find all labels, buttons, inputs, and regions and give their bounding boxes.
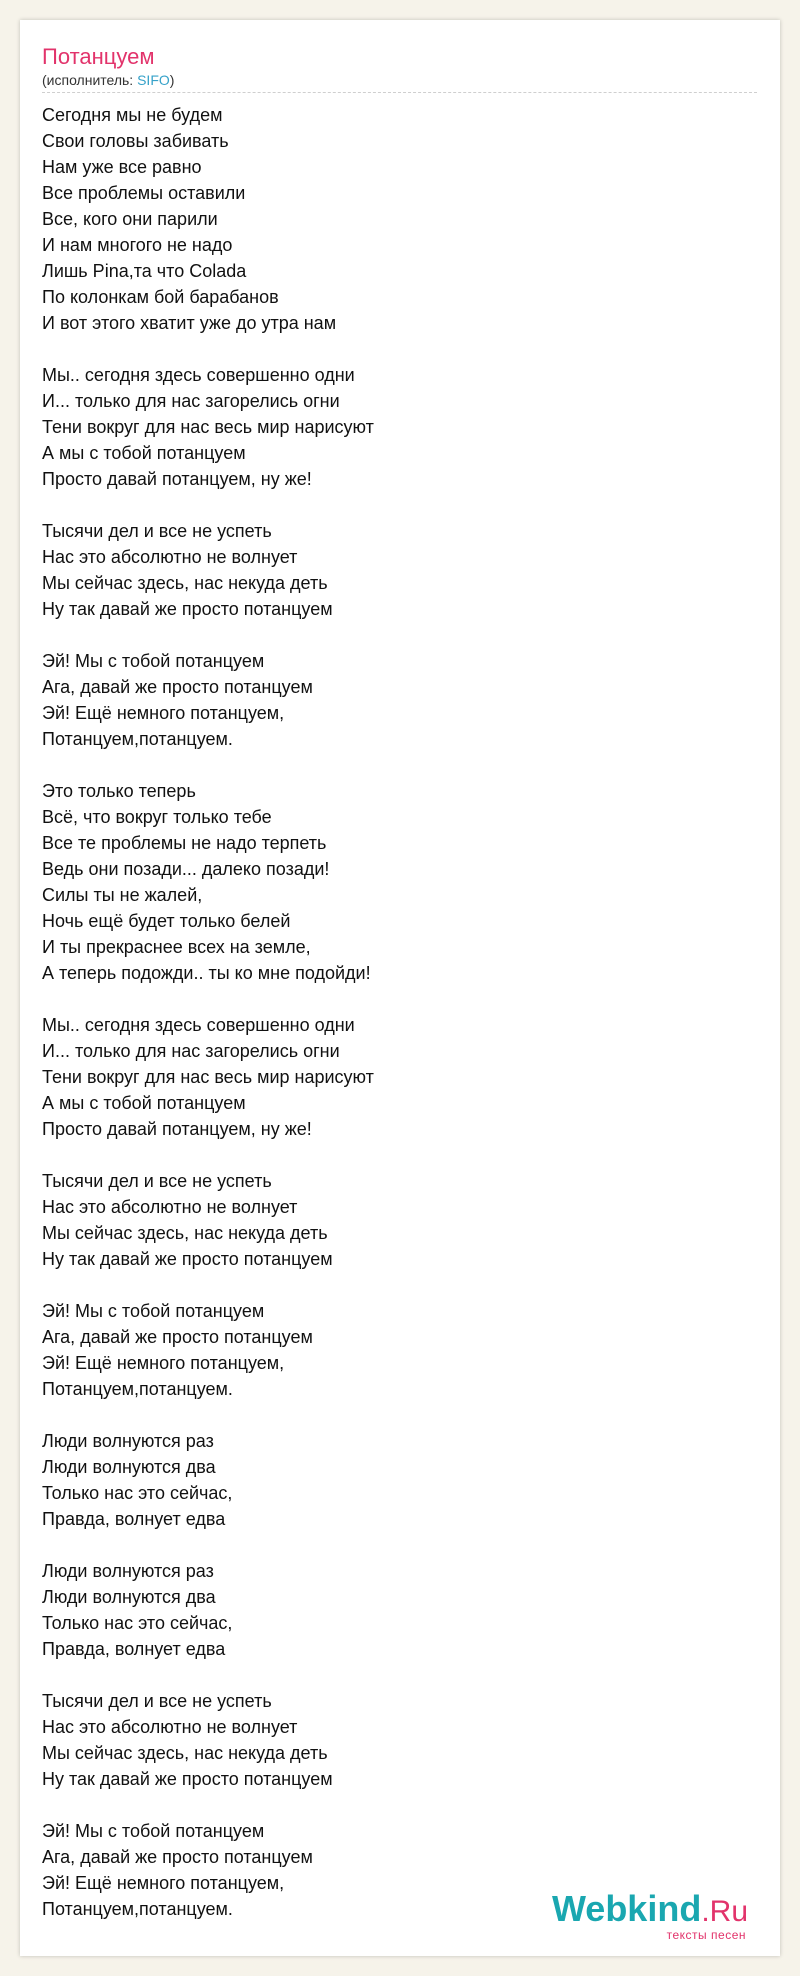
lyrics-card bbox=[20, 20, 780, 1956]
lyric-line: Ну так давай же просто потанцуем bbox=[42, 1249, 333, 1269]
lyric-line: А мы с тобой потанцуем bbox=[42, 443, 246, 463]
lyric-line: Нас это абсолютно не волнует bbox=[42, 1717, 298, 1737]
lyrics-stanza bbox=[42, 102, 757, 336]
lyric-line: Эй! Ещё немного потанцуем, bbox=[42, 1873, 285, 1893]
lyric-line: Тысячи дел и все не успеть bbox=[42, 1171, 272, 1191]
lyrics-stanza bbox=[42, 1688, 757, 1792]
lyrics-stanza bbox=[42, 1428, 757, 1532]
performer-prefix: (исполнитель: bbox=[42, 72, 138, 88]
lyric-line: Сегодня мы не будем bbox=[42, 105, 223, 125]
lyric-line: Все проблемы оставили bbox=[42, 183, 246, 203]
lyrics-stanza bbox=[42, 1558, 757, 1662]
lyric-line: Люди волнуются раз bbox=[42, 1561, 214, 1581]
lyric-line: Ага, давай же просто потанцуем bbox=[42, 677, 313, 697]
lyric-line: Тени вокруг для нас весь мир нарисуют bbox=[42, 1067, 374, 1087]
lyric-line: А теперь подожди.. ты ко мне подойди! bbox=[42, 963, 371, 983]
lyrics-stanza bbox=[42, 518, 757, 622]
lyric-line: Мы.. сегодня здесь совершенно одни bbox=[42, 1015, 355, 1035]
lyric-line: Нам уже все равно bbox=[42, 157, 202, 177]
lyric-line: И ты прекраснее всех на земле, bbox=[42, 937, 311, 957]
lyric-line: Ну так давай же просто потанцуем bbox=[42, 599, 333, 619]
lyric-line: Потанцуем,потанцуем. bbox=[42, 1899, 233, 1919]
lyric-line: По колонкам бой барабанов bbox=[42, 287, 279, 307]
lyrics-stanza bbox=[42, 1298, 757, 1402]
lyric-line: Ага, давай же просто потанцуем bbox=[42, 1327, 313, 1347]
lyrics-stanza bbox=[42, 1012, 757, 1142]
lyrics-stanza bbox=[42, 362, 757, 492]
lyric-line: Всё, что вокруг только тебе bbox=[42, 807, 272, 827]
lyric-line: Ага, давай же просто потанцуем bbox=[42, 1847, 313, 1867]
lyric-line: Все, кого они парили bbox=[42, 209, 218, 229]
site-logo[interactable] bbox=[551, 1888, 748, 1942]
lyric-line: Мы.. сегодня здесь совершенно одни bbox=[42, 365, 355, 385]
logo-word: Webkind bbox=[551, 1888, 702, 1929]
logo-tagline: тексты песен bbox=[666, 1928, 746, 1942]
lyric-line: Нас это абсолютно не волнует bbox=[42, 1197, 298, 1217]
performer-line bbox=[42, 72, 174, 88]
performer-suffix: ) bbox=[169, 72, 175, 88]
lyric-line: Эй! Мы с тобой потанцуем bbox=[42, 1821, 265, 1841]
lyric-line: Люди волнуются раз bbox=[42, 1431, 214, 1451]
lyrics-body bbox=[42, 102, 757, 1948]
lyrics-stanza bbox=[42, 1168, 757, 1272]
lyric-line: Это только теперь bbox=[42, 781, 196, 801]
lyric-line: Правда, волнует едва bbox=[42, 1639, 226, 1659]
lyric-line: Люди волнуются два bbox=[42, 1457, 216, 1477]
lyric-line: И... только для нас загорелись огни bbox=[42, 391, 340, 411]
logo-tld: .Ru bbox=[701, 1895, 748, 1928]
lyric-line: Мы сейчас здесь, нас некуда деть bbox=[42, 1223, 328, 1243]
lyric-line: Потанцуем,потанцуем. bbox=[42, 729, 233, 749]
lyric-line: Тени вокруг для нас весь мир нарисуют bbox=[42, 417, 374, 437]
divider bbox=[42, 92, 757, 93]
lyric-line: Только нас это сейчас, bbox=[42, 1613, 233, 1633]
lyric-line: Эй! Мы с тобой потанцуем bbox=[42, 1301, 265, 1321]
lyrics-stanza bbox=[42, 778, 757, 986]
lyric-line: Свои головы забивать bbox=[42, 131, 229, 151]
lyric-line: Тысячи дел и все не успеть bbox=[42, 1691, 272, 1711]
lyrics-stanza bbox=[42, 648, 757, 752]
lyric-line: И вот этого хватит уже до утра нам bbox=[42, 313, 337, 333]
lyric-line: Эй! Ещё немного потанцуем, bbox=[42, 1353, 285, 1373]
artist-link[interactable]: SIFO bbox=[137, 72, 170, 88]
lyric-line: Правда, волнует едва bbox=[42, 1509, 226, 1529]
lyric-line: Все те проблемы не надо терпеть bbox=[42, 833, 327, 853]
lyric-line: Лишь Pina,та что Colada bbox=[42, 261, 247, 281]
lyric-line: А мы с тобой потанцуем bbox=[42, 1093, 246, 1113]
lyric-line: Потанцуем,потанцуем. bbox=[42, 1379, 233, 1399]
lyric-line: Ведь они позади... далеко позади! bbox=[42, 859, 330, 879]
lyric-line: Просто давай потанцуем, ну же! bbox=[42, 469, 312, 489]
lyric-line: Только нас это сейчас, bbox=[42, 1483, 233, 1503]
lyric-line: И нам многого не надо bbox=[42, 235, 233, 255]
lyric-line: И... только для нас загорелись огни bbox=[42, 1041, 340, 1061]
lyric-line: Эй! Мы с тобой потанцуем bbox=[42, 651, 265, 671]
lyric-line: Нас это абсолютно не волнует bbox=[42, 547, 298, 567]
lyric-line: Эй! Ещё немного потанцуем, bbox=[42, 703, 285, 723]
lyric-line: Ну так давай же просто потанцуем bbox=[42, 1769, 333, 1789]
lyric-line: Просто давай потанцуем, ну же! bbox=[42, 1119, 312, 1139]
lyric-line: Силы ты не жалей, bbox=[42, 885, 203, 905]
song-title: Потанцуем bbox=[42, 44, 155, 69]
lyric-line: Тысячи дел и все не успеть bbox=[42, 521, 272, 541]
lyric-line: Люди волнуются два bbox=[42, 1587, 216, 1607]
lyric-line: Мы сейчас здесь, нас некуда деть bbox=[42, 573, 328, 593]
lyric-line: Ночь ещё будет только белей bbox=[42, 911, 291, 931]
lyric-line: Мы сейчас здесь, нас некуда деть bbox=[42, 1743, 328, 1763]
